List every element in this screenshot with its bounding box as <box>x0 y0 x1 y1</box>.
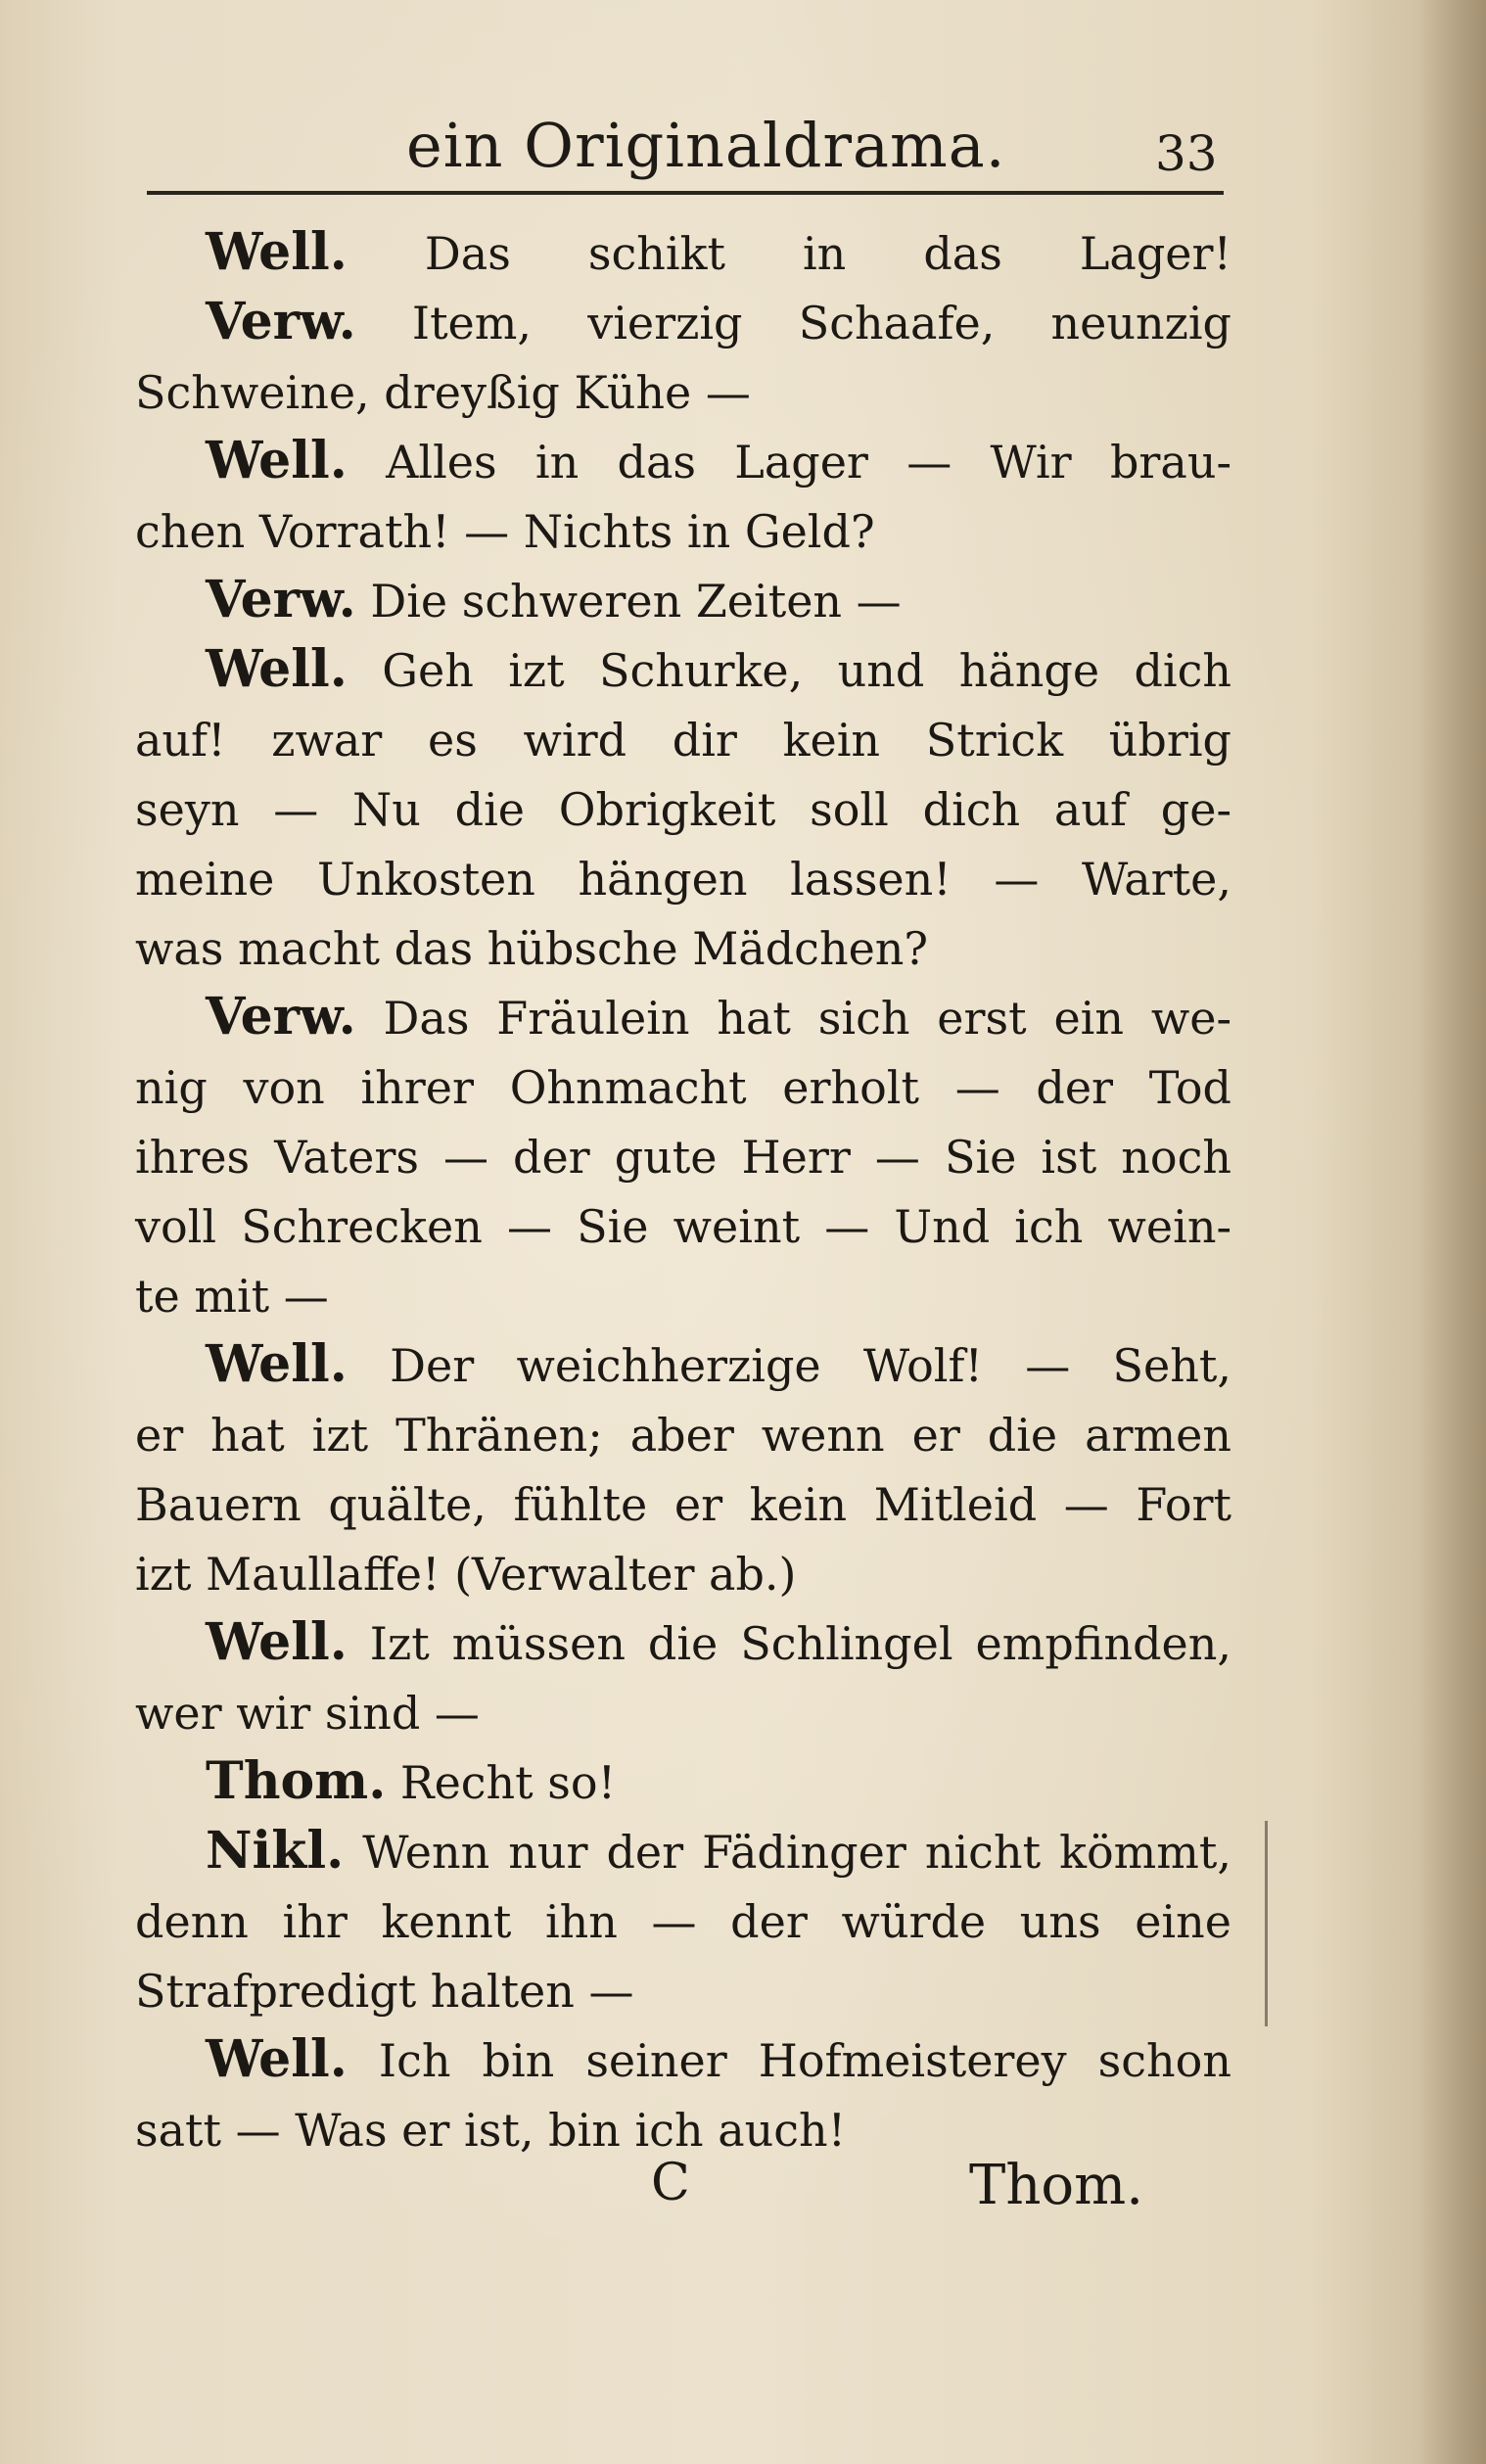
text-line <box>135 704 1231 773</box>
text-line <box>135 2024 1231 2094</box>
line-text: was macht das hübsche Mädchen? <box>135 922 929 975</box>
line-text: auf! zwar es wird dir kein Strick übrig <box>135 714 1231 767</box>
line-text: Item, vierzig Schaafe, neunzig <box>355 297 1231 349</box>
text-line <box>135 1677 1231 1746</box>
line-text: Das schikt in das Lager! <box>347 227 1231 280</box>
text-line <box>135 426 1231 495</box>
line-text: Geh izt Schurke, und hänge dich <box>347 644 1231 697</box>
signature-mark: C <box>651 2154 690 2212</box>
line-text: Das Fräulein hat sich erst ein we- <box>355 992 1231 1045</box>
line-text: denn ihr kennt ihn — der würde uns eine <box>135 1895 1231 1948</box>
speaker-name: Nikl. <box>206 1821 345 1881</box>
line-text: Die schweren Zeiten — <box>355 575 902 628</box>
text-line <box>135 912 1231 982</box>
line-text: wer wir sind — <box>135 1687 480 1740</box>
line-text: Bauern quälte, fühlte er kein Mitleid — Fort <box>135 1478 1231 1531</box>
dialogue-text <box>135 217 1231 2163</box>
margin-pencil-mark <box>1265 1821 1268 2026</box>
text-line <box>135 565 1231 634</box>
line-text: Strafpredigt halten — <box>135 1965 634 2018</box>
text-line <box>135 287 1231 356</box>
text-line <box>135 217 1231 287</box>
text-line <box>135 1190 1231 1260</box>
line-text: Wenn nur der Fädinger nicht kömmt, <box>344 1826 1231 1879</box>
speaker-name: Thom. <box>206 1751 387 1811</box>
line-text: nig von ihrer Ohnmacht erholt — der Tod <box>135 1061 1231 1114</box>
text-line <box>135 1260 1231 1329</box>
speaker-name: Well. <box>206 1612 348 1672</box>
text-line <box>135 1468 1231 1538</box>
speaker-name: Verw. <box>206 987 356 1046</box>
line-text: Izt müssen die Schlingel empfinden, <box>347 1617 1231 1670</box>
line-text: Der weichherzige Wolf! — Seht, <box>347 1339 1231 1392</box>
line-text: izt Maullaffe! (Verwalter ab.) <box>135 1548 797 1601</box>
line-text: te mit — <box>135 1270 329 1323</box>
text-line <box>135 773 1231 843</box>
text-line <box>135 356 1231 426</box>
line-text: chen Vorrath! — Nichts in Geld? <box>135 505 875 558</box>
text-line <box>135 1607 1231 1677</box>
page-number: 33 <box>1155 125 1218 182</box>
speaker-name: Well. <box>206 639 348 699</box>
line-text: Recht so! <box>386 1756 617 1809</box>
line-text: voll Schrecken — Sie weint — Und ich wein- <box>135 1200 1231 1253</box>
text-line <box>135 1051 1231 1121</box>
text-line <box>135 634 1231 704</box>
line-text: Alles in das Lager — Wir brau- <box>347 436 1231 488</box>
catchword: Thom. <box>969 2154 1144 2217</box>
text-line <box>135 1816 1231 1885</box>
text-line <box>135 1885 1231 1955</box>
page-gutter-shadow <box>1417 0 1486 2464</box>
page-footer <box>147 2154 1224 2242</box>
line-text: er hat izt Thränen; aber wenn er die armen <box>135 1409 1231 1462</box>
line-text: Ich bin seiner Hofmeisterey schon <box>347 2034 1231 2087</box>
speaker-name: Well. <box>206 431 348 490</box>
header-rule <box>147 191 1224 195</box>
text-line <box>135 1121 1231 1190</box>
speaker-name: Well. <box>206 1334 348 1394</box>
line-text: seyn — Nu die Obrigkeit soll dich auf ge- <box>135 783 1231 836</box>
text-line <box>135 843 1231 912</box>
speaker-name: Verw. <box>206 292 356 351</box>
text-line <box>135 1746 1231 1816</box>
text-line <box>135 982 1231 1051</box>
line-text: satt — Was er ist, bin ich auch! <box>135 2104 847 2157</box>
line-text: Schweine, dreyßig Kühe — <box>135 366 751 419</box>
speaker-name: Well. <box>206 222 348 282</box>
page-header <box>147 98 1224 196</box>
text-line <box>135 1538 1231 1607</box>
line-text: meine Unkosten hängen lassen! — Warte, <box>135 853 1231 906</box>
text-line <box>135 1955 1231 2024</box>
running-title: ein Originaldrama. <box>406 110 1006 181</box>
speaker-name: Verw. <box>206 570 356 629</box>
text-line <box>135 1329 1231 1399</box>
line-text: ihres Vaters — der gute Herr — Sie ist noch <box>135 1131 1231 1184</box>
text-line <box>135 1399 1231 1468</box>
speaker-name: Well. <box>206 2029 348 2089</box>
text-line <box>135 495 1231 565</box>
